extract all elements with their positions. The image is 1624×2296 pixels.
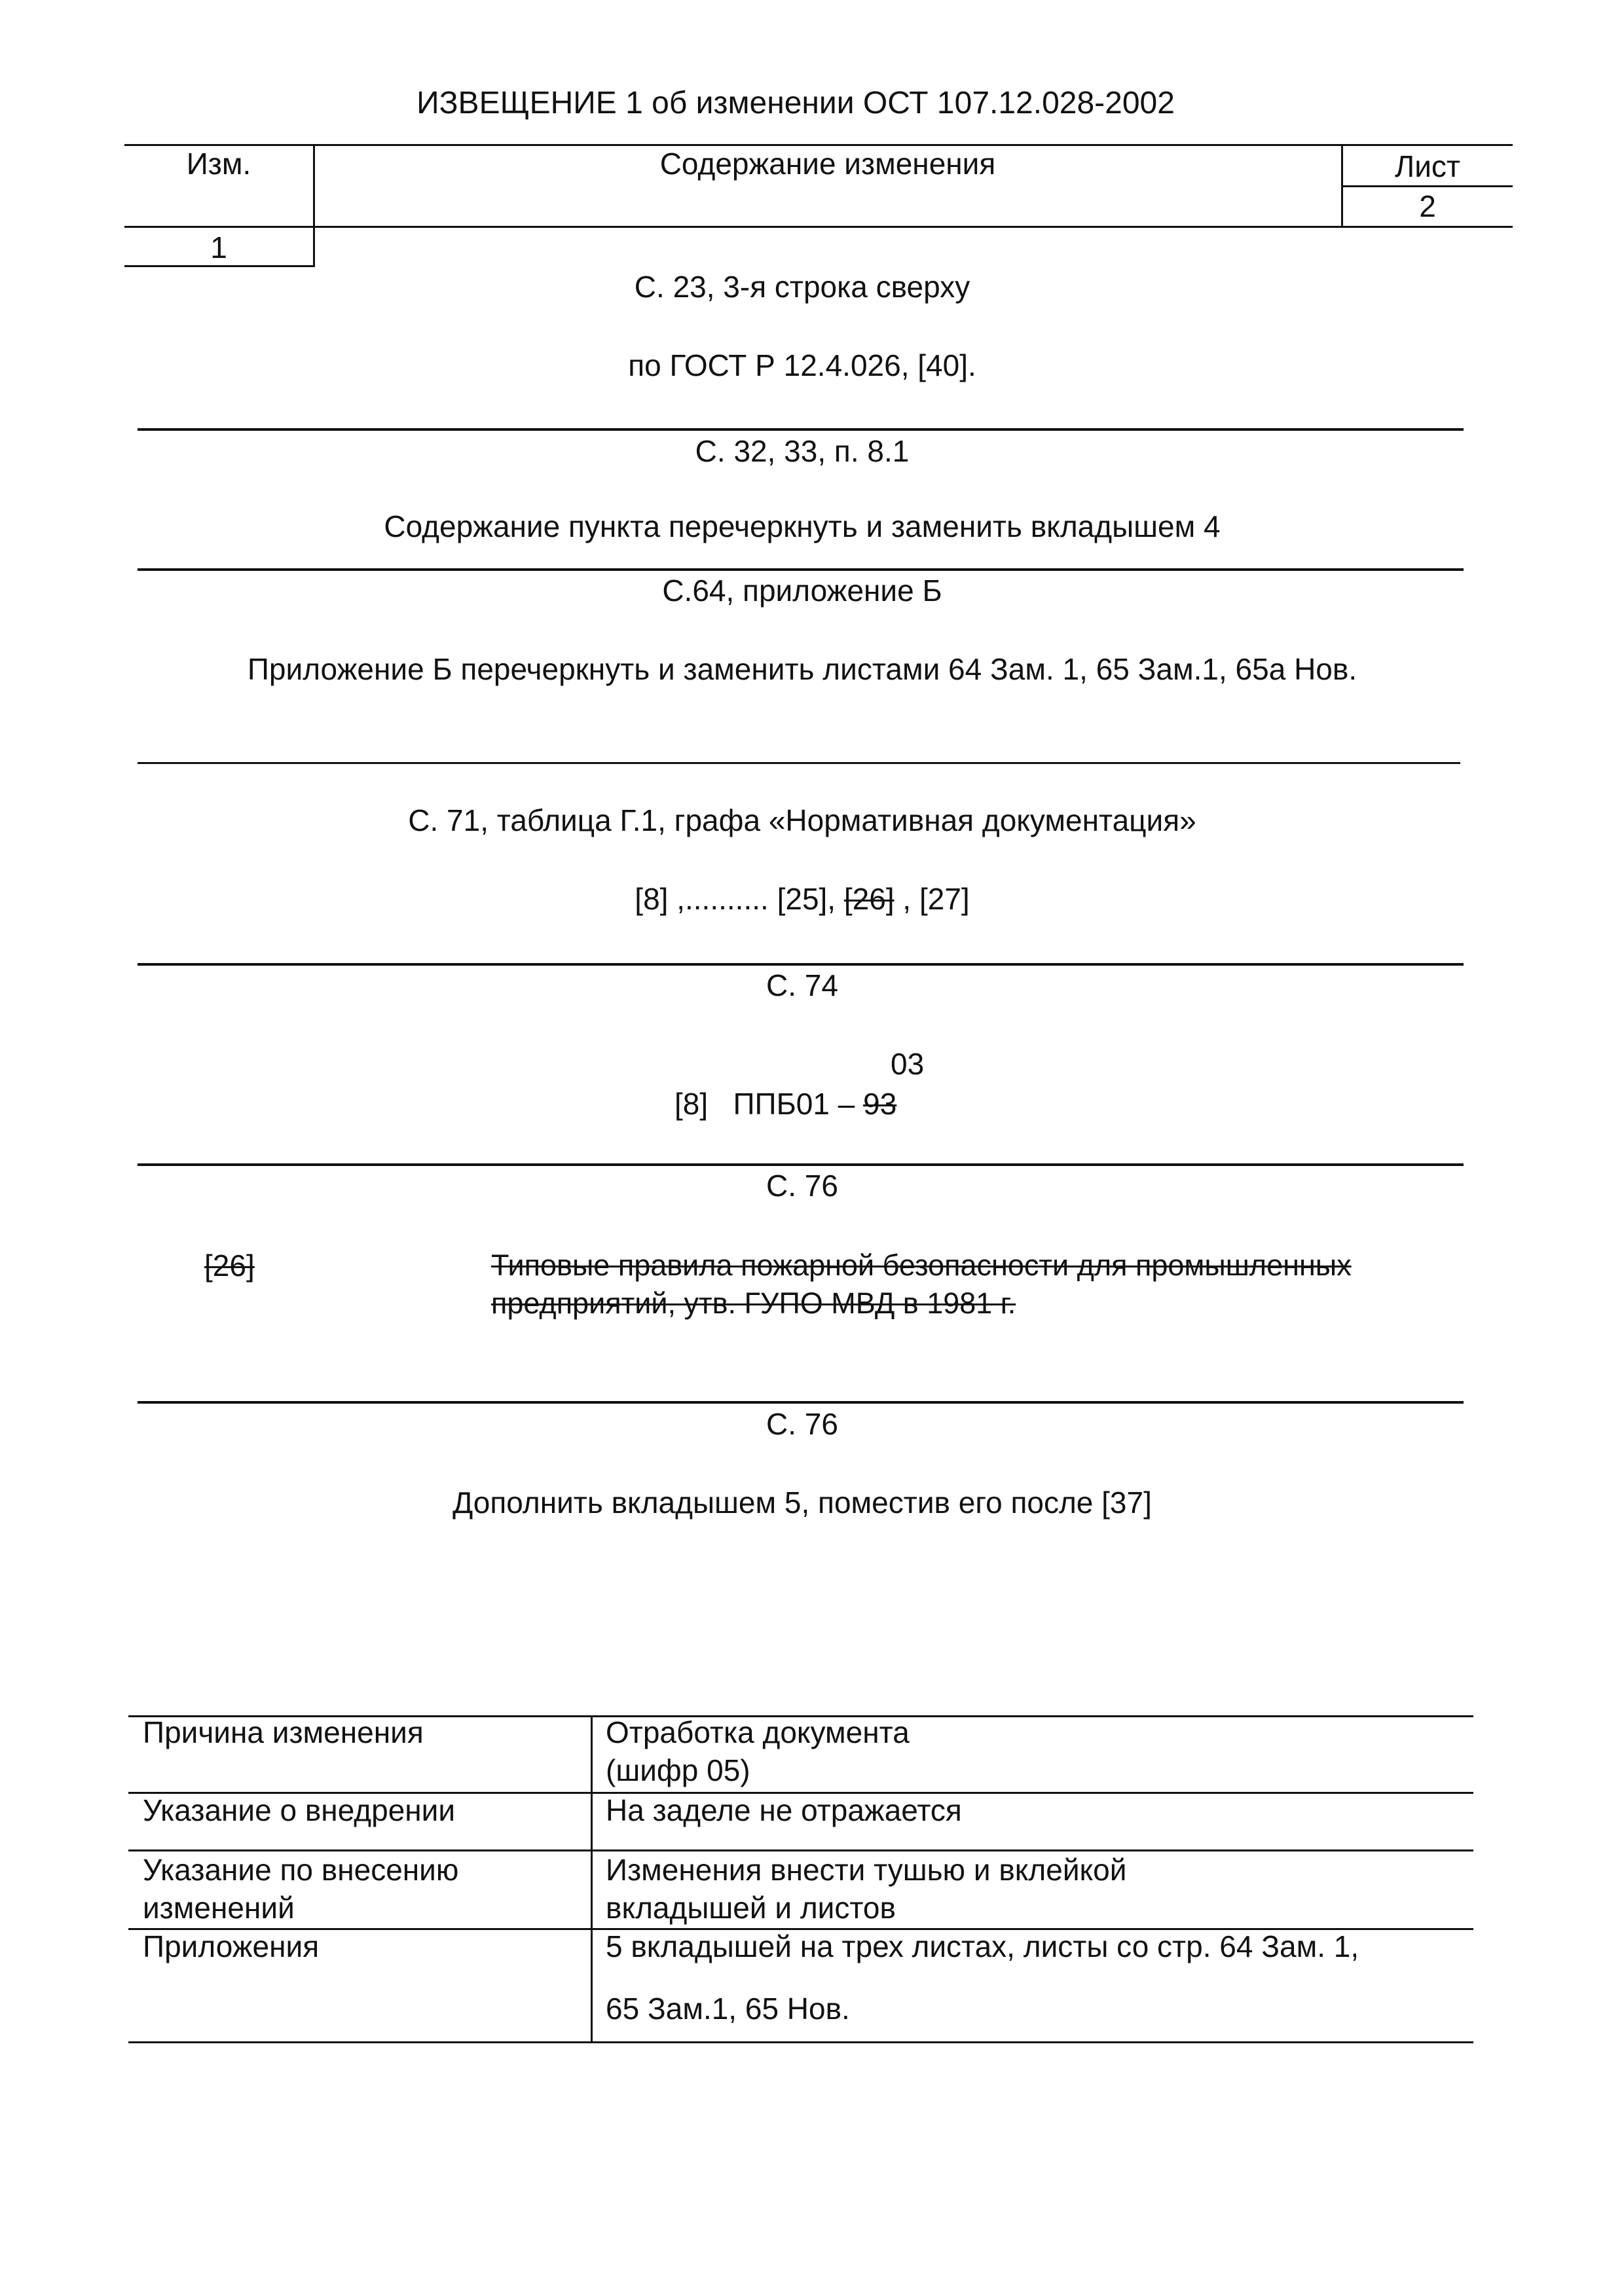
- section-divider: [138, 963, 1464, 966]
- row-value-instruction-line1: Изменения внести тушью и вклейкой: [606, 1853, 1127, 1887]
- row-label-attachments: Приложения: [143, 1929, 320, 1963]
- row-label-instruction-line1: Указание по внесению: [143, 1853, 459, 1887]
- struck-ref-number: [26]: [204, 1248, 255, 1283]
- row-value-attachments-line1: 5 вкладышей на трех листах, листы со стр. 64 Зам. 1,: [606, 1929, 1359, 1963]
- reference-line-part1: [8] ,.......... [25],: [635, 882, 844, 916]
- row-label-instruction-line2: изменений: [143, 1891, 295, 1925]
- section-text-p23: по ГОСТ Р 12.4.026, [40].: [628, 348, 976, 382]
- bottom-table-column-divider: [591, 1715, 593, 2041]
- row-value-reason-line2: (шифр 05): [606, 1753, 750, 1787]
- struck-reference: [26]: [843, 882, 895, 916]
- reference-line: [0, 881, 1604, 917]
- section-text-p32: Содержание пункта перечеркнуть и заменить вкладышем 4: [384, 509, 1221, 543]
- row-label-reason: Причина изменения: [143, 1715, 424, 1749]
- section-divider: [138, 428, 1464, 431]
- section-heading-p64: С.64, приложение Б: [662, 574, 942, 608]
- section-heading-p74: С. 74: [766, 968, 838, 1002]
- bottom-table-bottom-rule: [128, 2041, 1473, 2043]
- section-divider: [138, 762, 1460, 764]
- section-divider: [138, 1401, 1464, 1404]
- section-heading-p71: С. 71, таблица Г.1, графа «Нормативная документация»: [408, 803, 1196, 837]
- header-sheet-label: Лист: [1395, 149, 1460, 183]
- header-bottom-rule: [124, 226, 1513, 228]
- section-text-p76-b: Дополнить вкладышем 5, поместив его после [37]: [452, 1485, 1152, 1520]
- struck-ref-text-line2: предприятий, утв. ГУПО МВД в 1981 г.: [491, 1286, 1016, 1320]
- document-title: ИЗВЕЩЕНИЕ 1 об изменении ОСТ 107.12.028-2002: [416, 86, 1175, 120]
- header-content-label: Содержание изменения: [659, 147, 996, 181]
- reference-line-part2: , [27]: [894, 882, 970, 916]
- struck-year: 93: [863, 1087, 897, 1121]
- replacement-superscript: 03: [891, 1047, 925, 1081]
- sheet-number: 2: [1419, 189, 1436, 223]
- ppb-line: [674, 1085, 896, 1122]
- section-heading-p76-b: С. 76: [766, 1407, 838, 1441]
- section-heading-p23: С. 23, 3-я строка сверху: [634, 270, 970, 304]
- row-label-implementation: Указание о внедрении: [143, 1793, 456, 1827]
- izm-number: 1: [210, 230, 227, 264]
- sheet-cell-mid-rule: [1342, 185, 1513, 187]
- struck-ref-text-line1: Типовые правила пожарной безопасности для промышленных: [491, 1248, 1352, 1282]
- section-divider: [138, 1163, 1464, 1166]
- ppb-prefix: [8] ППБ01 –: [674, 1087, 864, 1121]
- section-divider: [138, 568, 1464, 571]
- section-heading-p76: С. 76: [766, 1169, 838, 1203]
- row-value-reason-line1: Отработка документа: [606, 1715, 910, 1749]
- row-value-attachments-line2: 65 Зам.1, 65 Нов.: [606, 1992, 850, 2026]
- section-text-p64: Приложение Б перечеркнуть и заменить листами 64 Зам. 1, 65 Зам.1, 65а Нов.: [247, 652, 1357, 686]
- header-izm-label: Изм.: [186, 147, 251, 181]
- row-value-implementation: На заделе не отражается: [606, 1793, 962, 1827]
- row-value-instruction-line2: вкладышей и листов: [606, 1891, 896, 1925]
- section-heading-p32: С. 32, 33, п. 8.1: [695, 434, 910, 468]
